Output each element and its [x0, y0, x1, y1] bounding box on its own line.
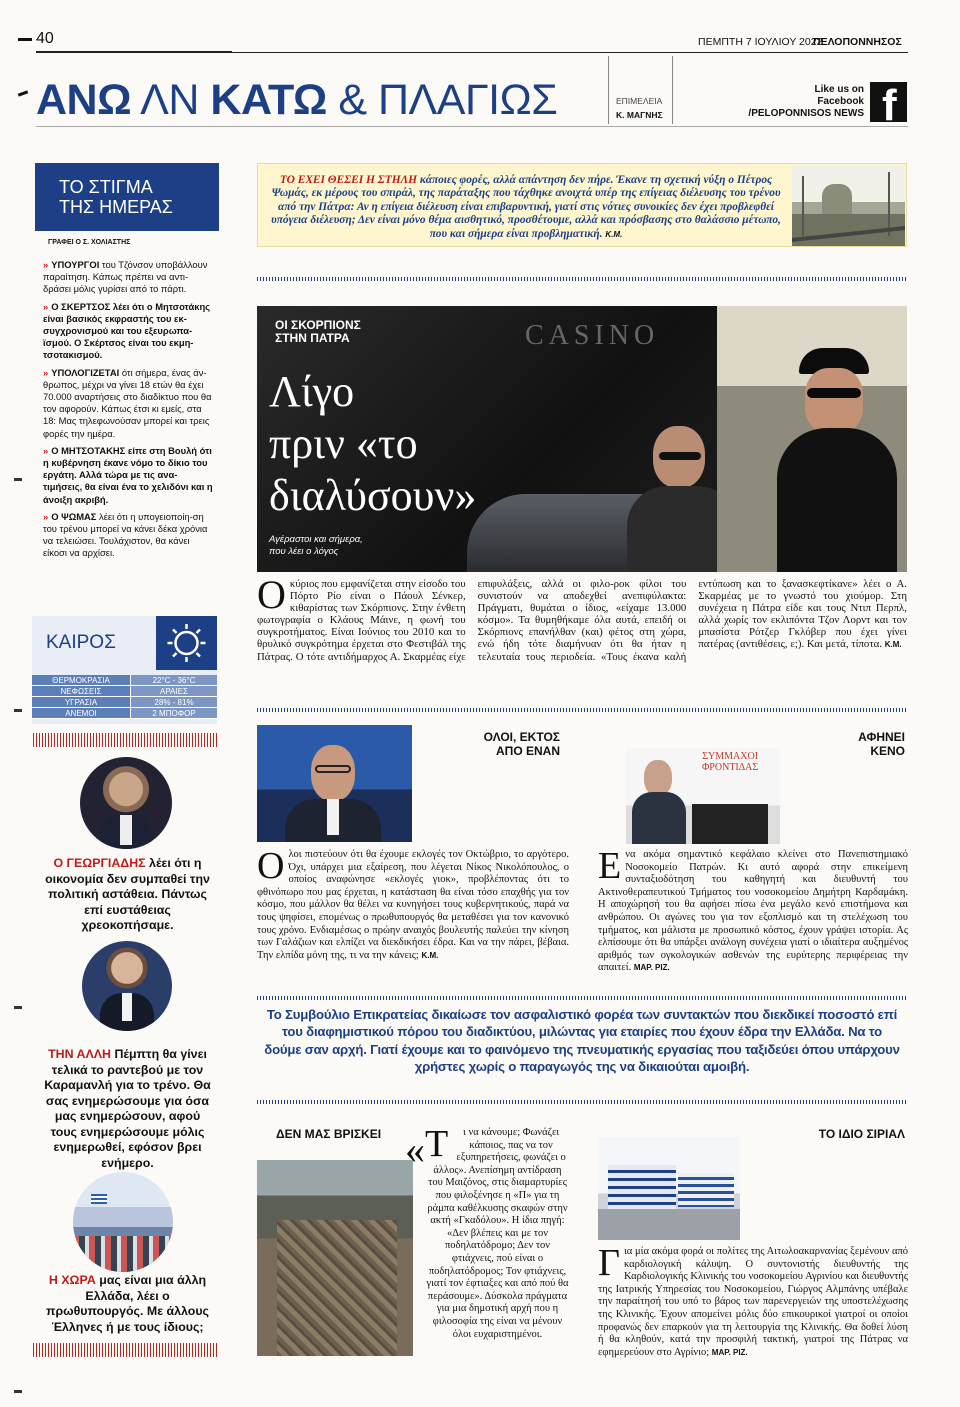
header-date: ΠΕΜΠΤΗ 7 ΙΟΥΛΙΟΥ 2022 [698, 36, 823, 48]
title-part-kato: ΚΑΤΩ [210, 76, 327, 124]
scorpions-subhead [269, 534, 363, 558]
stigma-byline: ΓΡΑΦΕΙ Ο Σ. ΧΟΛΙΑΣΤΗΣ [48, 239, 131, 246]
ramp-photo [257, 1160, 413, 1356]
hatch-divider-4 [257, 1100, 907, 1104]
list-item: » ΥΠΟΥΡΓΟΙ του Τζόνσον υποβάλλουν παραίτηση. Κάπως πρέπει να αντι-δράσει μόλις γυρίσει από το πάρτι. [43, 259, 208, 295]
scorpions-headline [269, 366, 476, 522]
railway-photo [792, 166, 905, 246]
hospital-photo [598, 1137, 740, 1240]
facebook-text[interactable] [700, 84, 864, 120]
section-title [36, 76, 557, 124]
title-side-tick [18, 90, 28, 96]
header-divider-2 [672, 56, 673, 124]
fb-like-line: Like us on [814, 84, 864, 95]
den-mas-title: ΔΕΝ ΜΑΣ ΒΡΙΣΚΕΙ [276, 1127, 382, 1141]
list-item: » ΥΠΟΛΟΓΙΖΕΤΑΙ ότι σήμερα, ένας άν-θρωπος, μέχρι να γίνει 18 ετών θα έχει 70.000 αναρτήσεις στο διαδίκτυο που θα τον αφορούν. Κάπως έτσι κι εμείς, στα 18: Μας τηλεφωνούσαν μπορεί και τρεις φορές την ημέρα. [43, 366, 212, 439]
header-rule-full [36, 52, 908, 53]
header-paper: ΠΕΛΟΠΟΝΝΗΣΟΣ [813, 36, 902, 48]
page-number-dash [18, 38, 32, 41]
list-item: » Ο ΨΩΜΑΣ λέει ότι η υπογειοποίη-ση του τρένου μπορεί να κάνει δέκα χρόνια να τελειώσει. Τουλάχιστον, θα κάνει είκοσι να αρχίσει. [43, 510, 208, 559]
nikolopoulos-photo [257, 725, 412, 842]
scorpions-photo [257, 306, 907, 572]
hatch-divider-2 [257, 708, 907, 712]
quote-mark: « [405, 1127, 425, 1172]
title-part-ano: ΑΝΩ [36, 76, 132, 124]
edge-tick [14, 478, 22, 481]
title-part-lv: ΛΝ [140, 76, 199, 124]
karamanlis-photo [82, 941, 172, 1031]
dropcap: Γ [598, 1242, 620, 1284]
chora-text: Η ΧΩΡΑ μας είναι μια άλλη Ελλάδα, λέει ο πρωθυπουργός. Με άλλους Έλληνες ή με τους ίδιους; [45, 1273, 210, 1334]
casino-sign: CASINO [525, 320, 660, 351]
scorpions-body: Οκύριος που εμφανίζεται στην είσοδο του Πόρτο Ρίο είναι ο Πάουλ Σένκερ, κιθαρίστας των Σκόρπιονς. Στην ένθετη φωτογραφία ο Κλάους Μάινε, η φωνή του συγκροτήματος. Είναι Ιούνιος του 2010 και το θρυλικό συγκρότημα έρχεται στο Φεστιβάλ της Πάτρας. Ο τότε αντιδήμαρχος Α. Σκαρμέας είχε επιφυλάξεις, αλλά οι φιλο-ροκ φίλοι του συνιστούν να αποδεχθεί ανεπιφύλακτα: Πράγματι, θυμάται ο ίδιος, «είχαμε 13.000 κόσμο». Τα θυμηθήκαμε όλα αυτά, επειδή οι Σκόρπιονς επανήλθαν (και) φέτος στη χώρα, ενώ ήδη τότε διαμήνυαν ότι θα ήταν η τελευταία τους περιοδεία. «Τους έκανα καλή εντύπωση και το ξανασκεφτίκανε» λέει ο Α. Σκαρμέας με το γνωστό του χιούμορ. Στη συνέχεια η Πάτρα είδε και τους Ντιπ Περπλ, αλλά χωρίς τον εκλιπόντα Τζον Λορντ και τον μπασίστα Ρότζερ Γκλόβερ που έχει γίνει πατέρας (αντιθέσεις, ε;). Και μετά, τίποτα. Κ.Μ. [257, 572, 907, 663]
kicker-line1: ΟΙ ΣΚΟΡΠΙΟΝΣ [275, 318, 361, 332]
georgiadis-photo [80, 757, 172, 849]
hatch-divider-3 [257, 996, 907, 1000]
stigma-title-line1: ΤΟ ΣΤΙΓΜΑ [59, 177, 153, 197]
oloi-title [440, 730, 560, 758]
page-number: 40 [36, 30, 54, 47]
weather-box [32, 616, 217, 724]
edge-tick [14, 1006, 22, 1009]
edge-tick [14, 1390, 22, 1393]
stigma-header [35, 163, 219, 231]
sidebar-bottom-divider [33, 1343, 218, 1357]
headline-line1: Λίγο [269, 367, 355, 416]
person-meine [777, 348, 897, 572]
sidebar-divider [33, 733, 218, 747]
scorpions-kicker [275, 319, 361, 345]
headline-line3: διαλύσουν» [269, 471, 477, 520]
dropcap: Ο [257, 572, 286, 617]
kicker-line2: ΣΤΗΝ ΠΑΤΡΑ [275, 331, 350, 345]
weather-row: ΘΕΡΜΟΚΡΑΣΙΑ 22°C - 36°C [32, 675, 217, 686]
editor-label: ΕΠΙΜΕΛΕΙΑ [616, 96, 663, 106]
header-divider-1 [608, 56, 609, 124]
title-part-plagios: & ΠΛΑΓΙΩΣ [338, 76, 558, 124]
georgiadis-text: Ο ΓΕΩΡΓΙΑΔΗΣ λέει ότι η οικονομία δεν συμπαθεί την πολιτική αστάθεια. Πάντως επί ευστάθειας χρεοκοπήσαμε. [45, 856, 210, 932]
fb-facebook-line: Facebook [817, 96, 864, 107]
idio-title: ΤΟ ΙΔΙΟ ΣΙΡΙΑΛ [818, 1127, 905, 1141]
oloi-title-line2: ΑΠΟ ΕΝΑΝ [495, 744, 560, 758]
den-mas-body: Τ ι να κάνουμε; Φωνάζει κάποιος, πας να τον εξυπηρετήσεις, φωνάζει ο άλλος». Ανεπίσημη αντίδραση του Μαιζόνος, στις διαμαρτυρίες που φιλοξένησε η «Π» για τη ράμπα καθέλκυσης σκαφών στην ακτή «Γκαδόλου». Η ίδια πηγή: «Δεν βλέπεις και με τον ποδηλατόδρομο; Δεν τον φτιάχνεις, πού είναι ο ποδηλατόδρομος; Τον φτιάχνεις, γιατί τον έφτιαξες και από πού θα περάσουμε». Δύσκολα πράγματα για μια δημοτική αρχή που η φιλοσοφία της είναι να μένουν όλοι ευχαριστημένοι. [425, 1123, 569, 1340]
top-box [257, 163, 907, 247]
weather-table [32, 675, 217, 719]
page-header [0, 0, 960, 128]
sub-line2: που λέει ο λόγος [269, 546, 339, 557]
stigma-list [43, 259, 215, 565]
sub-line1: Αγέραστοι και σήμερα, [269, 534, 363, 545]
headline-line2: πριν «το [269, 419, 418, 468]
afinei-body: Ενα ακόμα σημαντικό κεφάλαιο κλείνει στο Πανεπιστημιακό Νοσοκομείο Πατρών. Κι αυτό αφορά στην επικείμενη συνταξιοδότηση του καθηγητή και διευθυντή του Ακτινοθεραπευτικού Τμήματος του νοσοκομείου Δημήτρη Καρδαμάκη. Η αποχώρησή του θα αφήσει πίσω ένα μεγάλο κενό επιστήμονα και ανθρώπου. Οι αγώνες του για τον εξοπλισμό και τη στελέχωση του τμήματος, και μάλιστα με προσωπικό κόστος, έχουν γράψει ιστορία. Ας ελπίσουμε ότι θα υπάρξει ανάλογη συνέχεια γιατί ο ιδιαίτερα αυξημένος αριθμός των ογκολογικών ασθενών της ευρύτερης περιφέρειας την απαιτεί. ΜΑΡ. ΡΙΖ. [598, 845, 908, 974]
editor-name: Κ. ΜΑΓΝΗΣ [616, 110, 663, 120]
facebook-icon[interactable]: f [870, 82, 907, 122]
banner-text: ΣΥΜΜΑΧΟΙ ΦΡΟΝΤΙΔΑΣ [702, 751, 759, 773]
banner-quote: Το Συμβούλιο Επικρατείας δικαίωσε τον ασφαλιστικό φορέα των συντακτών που διεκδικεί ποσοστό επί του διαφημιστικού πόρου του διαδικτύου, μιλώντας για εταιρίες που έχουν έδρα την Ελλάδα. Να το δούμε σαν αρχή. Γιατί έχουμε και το φαινόμενο της πνευματικής εργασίας που ταξιδεύει όπου υπάρχουν χρήστες χωρίς ο παραγωγός της να δικαιούται αμοιβή. [264, 1007, 900, 1074]
dropcap: Ο [257, 845, 285, 887]
dropcap: Ε [598, 845, 622, 887]
sun-icon-box [156, 616, 217, 670]
weather-row: ΥΓΡΑΣΙΑ 28% - 81% [32, 697, 217, 708]
afinei-title [800, 730, 905, 758]
dropcap: Τ [425, 1123, 449, 1165]
weather-row: ΝΕΦΩΣΕΙΣ ΑΡΑΙΕΣ [32, 686, 217, 697]
list-item: » Ο ΣΚΕΡΤΣΟΣ λέει ότι ο Μητσοτάκης είναι βασικός εκφραστής του εκ-συγχρονισμού και του εξευρωπα-ϊσμού. Ο Σκέρτσος είναι του εκμη-τσοτακισμού. [43, 300, 211, 361]
edge-tick [14, 709, 22, 712]
stigma-title-line2: ΤΗΣ ΗΜΕΡΑΣ [59, 197, 173, 217]
header-bottom-rule [36, 126, 908, 127]
idio-body: Για μία ακόμα φορά οι πολίτες της Αιτωλοακαρνανίας ξεμένουν από καρδιολογική κάλυψη. Ο συντονιστής διευθυντής της Καρδιολογικής Κλινικής του νοσοκομείου Αγρινίου και διευθυντής της Ιατρικής Υπηρεσίας του Νοσοκομείου, Γιώργος Αλμπάνης υπέβαλε την παραίτησή του υπό το βάρος των παρενεργειών της υποστελέχωσης της Κλινικής. Έχουν απομείνει μόλις δύο επικουρικοί γιατροί οι οποίοι προφανώς δεν επαρκούν για τη λειτουργία της Κλινικής. Θα δοθεί λύση ή θα κληθούν, κατά την προσφιλή τακτική, γιατροί της Πάτρας να εφημερεύουν στο Αγρίνιο; ΜΑΡ. ΡΙΖ. [598, 1242, 908, 1358]
list-item: » Ο ΜΗΤΣΟΤΑΚΗΣ είπε στη Βουλή ότι η κυβέρνηση έκανε νόμο το δίκιο του εργάτη. Αλλά τώρα με τις ανα-τιμήσεις, θα είναι ένα το χελιδόνι και η άνοιξη ακριβή. [43, 444, 213, 505]
weather-title: ΚΑΙΡΟΣ [46, 632, 116, 653]
afinei-title-line2: ΚΕΝΟ [870, 744, 905, 758]
sun-icon [156, 616, 217, 670]
kardamakis-photo [626, 748, 780, 844]
afinei-title-line1: ΑΦΗΝΕΙ [858, 730, 905, 744]
top-box-text: ΤΟ ΕΧΕΙ ΘΕΣΕΙ Η ΣΤΗΛΗ κάποιες φορές, αλλά απάντηση δεν πήρε. Έκανε τη σχετική νύξη ο Πέτρος Ψωμάς, εκ μέρους του σπιράλ, της παράταξης που τάχθηκε ανοιχτά υπέρ της επίγειας διέλευσης του τρένου από την Πάτρα: Αν η επίγεια διέλευση είναι επιβαρυντική, γιατί στις νότιες συνοικίες δεν έχει προβλεφθεί υπόγεια διέλευση; Δεν είναι μόνο θέμα αισθητικό, προσθέτουμε, αλλά και πρόσβασης στο θαλάσσιο μέτωπο, που και σήμερα είναι προβληματική. Κ.Μ. [271, 174, 781, 240]
oloi-body: Ολοι πιστεύουν ότι θα έχουμε εκλογές τον Οκτώβριο, το αργότερο. Όχι, υπάρχει μια εξαίρεση, που λέγεται Νίκος Νικολόπουλος, ο οποίος αναφώνησε «εκλογές γιοκ», προβλέποντας ότι το φθινόπωρο που μας έρχεται, η κατάσταση θα είναι τόσο επαχθής για τον κόσμο, που μάλλον θα θέλει να κυνηγήσει τους κυβερνητικούς, παρά να τους ψηφίσει, επομένως ο πρωθυπουργός θα μεταθέσει για τον κανονικό τους χρόνο. Ενδιαμέσως ο πρώην αναιχός βουλευτής παλεύει την κίνηση των Γαλάζιων και ελπίζει να διεκδικήσει έδρα. Και να την πάρει, βέβαια. Την ελπίδα μόνη της, τι να την κάνεις; Κ.Μ. [257, 845, 569, 961]
hatch-divider-1 [257, 277, 907, 281]
weather-row: ΑΝΕΜΟΙ 2 ΜΠΟΦΟΡ [32, 708, 217, 719]
oloi-title-line1: ΟΛΟΙ, ΕΚΤΟΣ [483, 730, 560, 744]
alli-text: ΤΗΝ ΑΛΛΗ Πέμπτη θα γίνει τελικά το ραντεβού με τον Καραμανλή για το τρένο. Θα σας ενημερώσουμε για όσα μας ενημερώσουν, αφού τους ενημερώσουμε μόλις ενημερωθεί, εφόσον βρει ενήμερο. [44, 1047, 211, 1170]
chora-photo [73, 1172, 173, 1272]
fb-handle-line: /PELOPONNISOS NEWS [748, 108, 864, 119]
